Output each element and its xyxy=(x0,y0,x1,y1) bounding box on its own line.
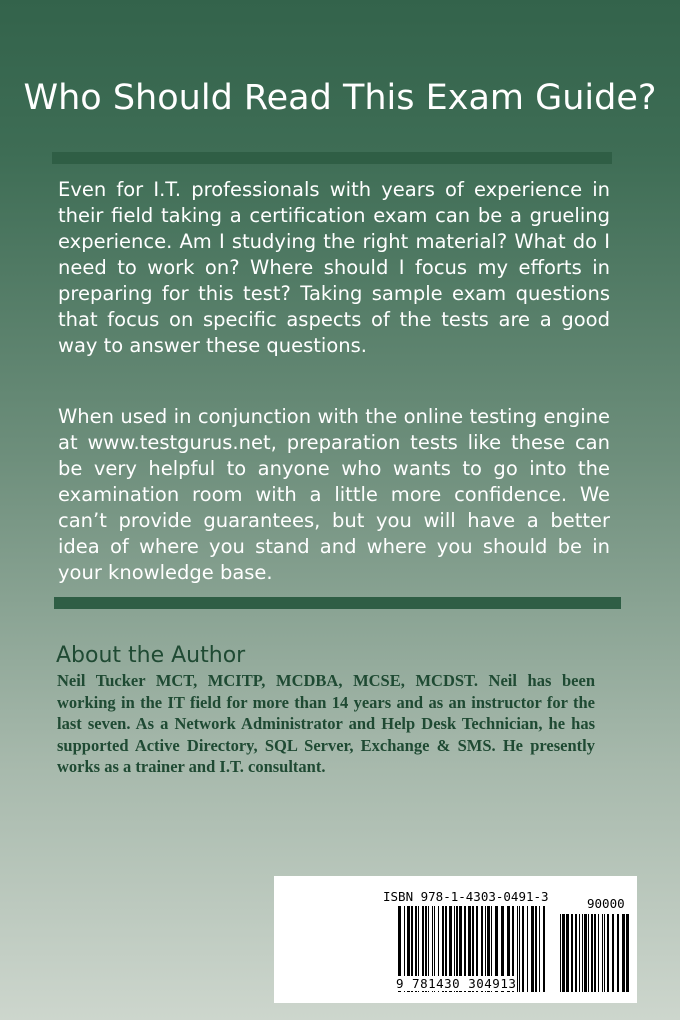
barcode-bar xyxy=(604,914,605,992)
barcode-digits: 9 781430 304913 xyxy=(396,976,517,991)
barcode-bar xyxy=(539,906,540,992)
price-addon-barcode xyxy=(560,914,629,992)
barcode-bar xyxy=(598,914,599,992)
price-code: 90000 xyxy=(587,896,625,911)
page-title: Who Should Read This Exam Guide? xyxy=(23,78,657,118)
barcode-bar xyxy=(591,914,593,992)
barcode-bar xyxy=(588,914,589,992)
barcode-bar xyxy=(626,914,629,992)
barcode-bar xyxy=(566,914,569,992)
barcode-bar xyxy=(602,914,603,992)
barcode-bar xyxy=(584,914,587,992)
second-paragraph: When used in conjunction with the online testing engine at www.testgurus.net, preparation tests like these can be very helpful to anyone who wants to go into the examination room with a little more confidence. We can’t provide guarantees, but you will have a better idea of where you stand and where you should be in your knowledge base. xyxy=(58,405,610,584)
barcode-bar xyxy=(607,914,609,992)
barcode-bar xyxy=(617,914,619,992)
about-author-heading: About the Author xyxy=(56,643,246,668)
barcode-bar xyxy=(535,906,537,992)
barcode-bar xyxy=(562,914,565,992)
barcode-bar xyxy=(582,914,583,992)
barcode-bar xyxy=(543,906,545,992)
barcode-bar xyxy=(519,906,520,992)
barcode-bar xyxy=(531,906,534,992)
barcode-bar xyxy=(571,914,573,992)
barcode-bar xyxy=(575,914,577,992)
barcode-bar xyxy=(527,906,528,992)
barcode-bar xyxy=(579,914,580,992)
intro-paragraph: Even for I.T. professionals with years of experience in their field taking a certification exam can be a grueling experience. Am I studying the right material? What do I need to work on? Where should I focus my efforts in preparing for this test? Taking sample exam questions that focus on specific aspects of the tests are a good way to answer these questions. xyxy=(58,178,610,357)
author-bio: Neil Tucker MCT, MCITP, MCDBA, MCSE, MCDST. Neil has been working in the IT field for more than 14 years and as an instructor for the last seven. As a Network Administrator and Help Desk Technician, he has supported Active Directory, SQL Server, Exchange & SMS. He presently works as a trainer and I.T. consultant. xyxy=(57,671,595,776)
barcode-bar xyxy=(622,914,625,992)
isbn-label: ISBN 978-1-4303-0491-3 xyxy=(383,889,549,904)
barcode-bar xyxy=(560,914,561,992)
barcode-bar xyxy=(594,914,596,992)
barcode-bar xyxy=(522,906,524,992)
barcode-bar xyxy=(612,914,614,992)
